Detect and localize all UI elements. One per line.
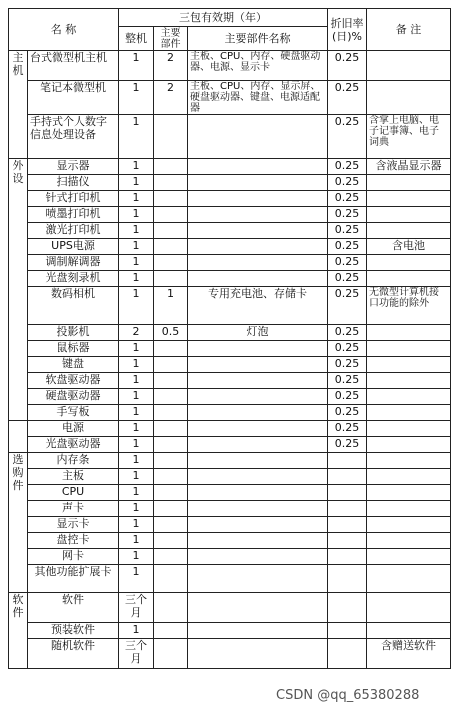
item-name: 硬盘驱动器	[28, 389, 119, 405]
depreciation-rate	[328, 469, 367, 485]
item-name: 显示卡	[28, 517, 119, 533]
part-warranty	[154, 389, 188, 405]
remark	[367, 271, 451, 287]
whole-warranty: 三个月	[119, 593, 154, 623]
parts-list	[188, 373, 328, 389]
whole-warranty: 1	[119, 389, 154, 405]
item-name: 预装软件	[28, 623, 119, 639]
whole-warranty: 1	[119, 207, 154, 223]
remark	[367, 533, 451, 549]
whole-warranty: 1	[119, 271, 154, 287]
part-warranty	[154, 501, 188, 517]
whole-warranty: 1	[119, 159, 154, 175]
part-warranty	[154, 593, 188, 623]
parts-list	[188, 191, 328, 207]
table-row	[9, 287, 451, 325]
remark	[367, 389, 451, 405]
parts-list	[188, 485, 328, 501]
depreciation-rate: 0.25	[328, 159, 367, 175]
parts-list	[188, 405, 328, 421]
item-name: 电源	[28, 421, 119, 437]
remark	[367, 51, 451, 81]
part-warranty	[154, 405, 188, 421]
remark	[367, 223, 451, 239]
whole-warranty: 1	[119, 421, 154, 437]
parts-list: 专用充电池、存储卡	[188, 287, 328, 325]
table-row	[9, 325, 451, 341]
depreciation-rate: 0.25	[328, 357, 367, 373]
item-name: 内存条	[28, 453, 119, 469]
parts-list	[188, 593, 328, 623]
part-warranty	[154, 373, 188, 389]
table-row	[9, 115, 451, 159]
part-warranty	[154, 533, 188, 549]
item-name: 盘控卡	[28, 533, 119, 549]
depreciation-rate: 0.25	[328, 81, 367, 115]
depreciation-rate: 0.25	[328, 373, 367, 389]
remark: 含赠送软件	[367, 639, 451, 669]
depreciation-rate	[328, 485, 367, 501]
item-name: UPS电源	[28, 239, 119, 255]
table-row	[9, 81, 451, 115]
depreciation-rate: 0.25	[328, 223, 367, 239]
item-name: 其他功能扩展卡	[28, 565, 119, 593]
item-name: CPU	[28, 485, 119, 501]
table-row	[9, 239, 451, 255]
remark	[367, 517, 451, 533]
whole-warranty: 三个月	[119, 639, 154, 669]
table-row	[9, 271, 451, 287]
whole-warranty: 1	[119, 501, 154, 517]
part-warranty	[154, 453, 188, 469]
parts-list: 灯泡	[188, 325, 328, 341]
item-name: 鼠标器	[28, 341, 119, 357]
remark	[367, 175, 451, 191]
header-remarks: 备 注	[367, 9, 451, 51]
table-row	[9, 51, 451, 81]
table-row	[9, 175, 451, 191]
depreciation-rate	[328, 533, 367, 549]
part-warranty	[154, 255, 188, 271]
remark	[367, 623, 451, 639]
depreciation-rate	[328, 501, 367, 517]
item-name: 调制解调器	[28, 255, 119, 271]
table-row	[9, 565, 451, 593]
item-name: 激光打印机	[28, 223, 119, 239]
parts-list	[188, 565, 328, 593]
part-warranty	[154, 517, 188, 533]
depreciation-rate: 0.25	[328, 51, 367, 81]
table-row	[9, 223, 451, 239]
table-row	[9, 639, 451, 669]
parts-list	[188, 255, 328, 271]
table-row	[9, 469, 451, 485]
item-name: 喷墨打印机	[28, 207, 119, 223]
parts-list	[188, 389, 328, 405]
table-row	[9, 623, 451, 639]
depreciation-rate	[328, 453, 367, 469]
item-name: 软件	[28, 593, 119, 623]
depreciation-rate	[328, 517, 367, 533]
remark: 无微型计算机接口功能的除外	[367, 287, 451, 325]
table-row	[9, 255, 451, 271]
remark	[367, 453, 451, 469]
table-row	[9, 341, 451, 357]
header-main-parts-name: 主要部件名称	[188, 27, 328, 51]
remark: 含掌上电脑、电子记事簿、电子词典	[367, 115, 451, 159]
part-warranty: 1	[154, 287, 188, 325]
item-name: 台式微型机主机	[28, 51, 119, 81]
parts-list	[188, 271, 328, 287]
depreciation-rate: 0.25	[328, 175, 367, 191]
table-row	[9, 549, 451, 565]
item-name: 光盘驱动器	[28, 437, 119, 453]
item-name: 键盘	[28, 357, 119, 373]
parts-list	[188, 239, 328, 255]
depreciation-rate: 0.25	[328, 389, 367, 405]
parts-list	[188, 517, 328, 533]
part-warranty	[154, 115, 188, 159]
parts-list	[188, 115, 328, 159]
group-label: 选购件	[9, 453, 28, 593]
depreciation-rate: 0.25	[328, 239, 367, 255]
whole-warranty: 1	[119, 373, 154, 389]
part-warranty	[154, 469, 188, 485]
depreciation-rate	[328, 623, 367, 639]
item-name: 光盘刻录机	[28, 271, 119, 287]
table-row	[9, 485, 451, 501]
item-name: 手持式个人数字信息处理设备	[28, 115, 119, 159]
parts-list	[188, 549, 328, 565]
remark	[367, 501, 451, 517]
part-warranty	[154, 341, 188, 357]
whole-warranty: 1	[119, 549, 154, 565]
whole-warranty: 1	[119, 565, 154, 593]
item-name: 扫描仪	[28, 175, 119, 191]
item-name: 网卡	[28, 549, 119, 565]
parts-list	[188, 421, 328, 437]
depreciation-rate: 0.25	[328, 207, 367, 223]
table-row	[9, 357, 451, 373]
remark	[367, 81, 451, 115]
parts-list	[188, 533, 328, 549]
depreciation-rate	[328, 549, 367, 565]
depreciation-rate: 0.25	[328, 341, 367, 357]
parts-list	[188, 175, 328, 191]
header-row	[9, 9, 451, 27]
part-warranty	[154, 357, 188, 373]
whole-warranty: 1	[119, 517, 154, 533]
depreciation-rate: 0.25	[328, 287, 367, 325]
whole-warranty: 1	[119, 485, 154, 501]
part-warranty	[154, 623, 188, 639]
parts-list: 主板、CPU、内存、显示屏、硬盘驱动器、键盘、电源适配器	[188, 81, 328, 115]
whole-warranty: 1	[119, 81, 154, 115]
whole-warranty: 1	[119, 437, 154, 453]
group-label: 外设	[9, 159, 28, 421]
remark	[367, 593, 451, 623]
part-warranty	[154, 239, 188, 255]
header-main-parts: 主要部件	[154, 27, 188, 51]
group-label	[9, 421, 28, 453]
depreciation-rate: 0.25	[328, 115, 367, 159]
part-warranty	[154, 191, 188, 207]
item-name: 主板	[28, 469, 119, 485]
item-name: 显示器	[28, 159, 119, 175]
parts-list	[188, 341, 328, 357]
group-label: 主机	[9, 51, 28, 159]
depreciation-rate: 0.25	[328, 325, 367, 341]
parts-list	[188, 623, 328, 639]
parts-list	[188, 639, 328, 669]
table-row	[9, 517, 451, 533]
whole-warranty: 1	[119, 115, 154, 159]
whole-warranty: 1	[119, 405, 154, 421]
depreciation-rate: 0.25	[328, 255, 367, 271]
depreciation-rate	[328, 639, 367, 669]
remark	[367, 405, 451, 421]
whole-warranty: 1	[119, 453, 154, 469]
whole-warranty: 1	[119, 223, 154, 239]
depreciation-rate: 0.25	[328, 191, 367, 207]
parts-list	[188, 469, 328, 485]
part-warranty	[154, 639, 188, 669]
remark	[367, 325, 451, 341]
depreciation-rate: 0.25	[328, 437, 367, 453]
depreciation-rate: 0.25	[328, 421, 367, 437]
whole-warranty: 1	[119, 191, 154, 207]
remark: 含液晶显示器	[367, 159, 451, 175]
remark	[367, 191, 451, 207]
item-name: 软盘驱动器	[28, 373, 119, 389]
whole-warranty: 1	[119, 239, 154, 255]
item-name: 声卡	[28, 501, 119, 517]
remark	[367, 485, 451, 501]
item-name: 笔记本微型机	[28, 81, 119, 115]
item-name: 数码相机	[28, 287, 119, 325]
depreciation-rate: 0.25	[328, 405, 367, 421]
whole-warranty: 1	[119, 175, 154, 191]
table-row	[9, 207, 451, 223]
whole-warranty: 1	[119, 623, 154, 639]
remark	[367, 373, 451, 389]
header-depreciation: 折旧率(日)%	[328, 9, 367, 51]
whole-warranty: 1	[119, 357, 154, 373]
depreciation-rate	[328, 593, 367, 623]
item-name: 针式打印机	[28, 191, 119, 207]
group-label: 软件	[9, 593, 28, 669]
parts-list	[188, 159, 328, 175]
remark	[367, 549, 451, 565]
table-row	[9, 453, 451, 469]
remark	[367, 341, 451, 357]
part-warranty	[154, 485, 188, 501]
remark	[367, 565, 451, 593]
parts-list	[188, 501, 328, 517]
table-row	[9, 421, 451, 437]
remark: 含电池	[367, 239, 451, 255]
table-row	[9, 191, 451, 207]
parts-list	[188, 357, 328, 373]
watermark: CSDN @qq_65380288	[276, 688, 420, 703]
depreciation-rate: 0.25	[328, 271, 367, 287]
part-warranty	[154, 159, 188, 175]
table-row	[9, 593, 451, 623]
part-warranty: 2	[154, 81, 188, 115]
whole-warranty: 1	[119, 469, 154, 485]
remark	[367, 421, 451, 437]
table-row	[9, 533, 451, 549]
parts-list	[188, 207, 328, 223]
header-name: 名 称	[9, 9, 119, 51]
header-whole: 整机	[119, 27, 154, 51]
table-row	[9, 373, 451, 389]
whole-warranty: 1	[119, 533, 154, 549]
part-warranty: 0.5	[154, 325, 188, 341]
whole-warranty: 1	[119, 51, 154, 81]
remark	[367, 255, 451, 271]
part-warranty	[154, 175, 188, 191]
table-row	[9, 405, 451, 421]
part-warranty	[154, 437, 188, 453]
remark	[367, 469, 451, 485]
parts-list: 主板、CPU、内存、硬盘驱动器、电源、显示卡	[188, 51, 328, 81]
table-row	[9, 159, 451, 175]
part-warranty	[154, 421, 188, 437]
item-name: 手写板	[28, 405, 119, 421]
part-warranty	[154, 549, 188, 565]
table-row	[9, 437, 451, 453]
remark	[367, 437, 451, 453]
table-row	[9, 389, 451, 405]
part-warranty: 2	[154, 51, 188, 81]
whole-warranty: 1	[119, 287, 154, 325]
remark	[367, 207, 451, 223]
depreciation-rate	[328, 565, 367, 593]
parts-list	[188, 453, 328, 469]
whole-warranty: 1	[119, 255, 154, 271]
item-name: 随机软件	[28, 639, 119, 669]
part-warranty	[154, 565, 188, 593]
whole-warranty: 1	[119, 341, 154, 357]
header-validity: 三包有效期（年）	[119, 9, 328, 27]
whole-warranty: 2	[119, 325, 154, 341]
remark	[367, 357, 451, 373]
parts-list	[188, 223, 328, 239]
part-warranty	[154, 223, 188, 239]
part-warranty	[154, 207, 188, 223]
part-warranty	[154, 271, 188, 287]
parts-list	[188, 437, 328, 453]
item-name: 投影机	[28, 325, 119, 341]
table-row	[9, 501, 451, 517]
warranty-table	[8, 8, 451, 669]
